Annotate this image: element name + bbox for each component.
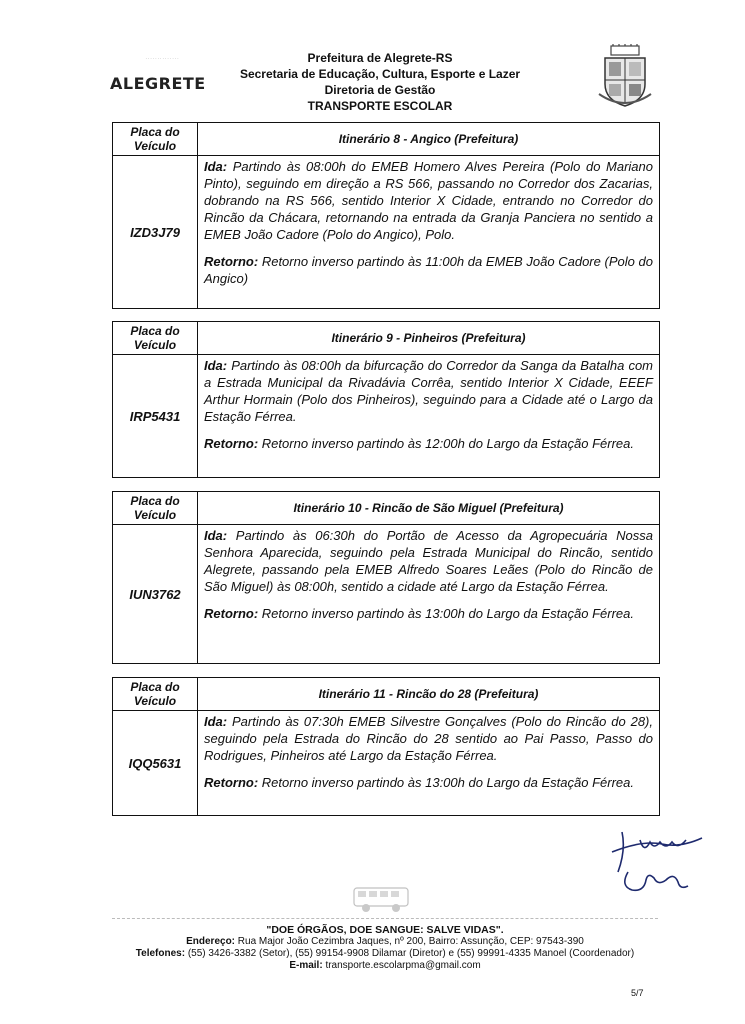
retorno-paragraph: Retorno: Retorno inverso partindo às 12:00h do Largo da Estação Férrea.	[204, 436, 634, 451]
header-line-transporte: TRANSPORTE ESCOLAR	[307, 99, 453, 113]
itinerary-table-11	[112, 677, 660, 816]
ida-paragraph: Ida: Partindo às 06:30h do Portão de Acesso da Agropecuária Nossa Senhora Aparecida, seguindo pela Estrada Municipal do Rincão, sentido Alegrete, passando pela EMEB Alfredo Soares Leães (Polo do Rincão de São Miguel) às 08:00h, sentido a cidade até Largo da Estação Férrea.	[204, 528, 653, 594]
logo-brand-text: ALEGRETE	[110, 74, 206, 93]
vehicle-plate: IUN3762	[113, 525, 198, 663]
plate-column-header: Placa do Veículo	[113, 123, 198, 155]
ida-paragraph: Ida: Partindo às 08:00h da bifurcação do Corredor da Sanga da Batalha com a Estrada Municipal da Rivadávia Corrêa, sentido Interior X Cidade, EEEF Arthur Hormain (Polo dos Pinheiros), seguindo para a Cidade até o Largo da Estação Férrea.	[204, 358, 653, 424]
plate-column-header: Placa do Veículo	[113, 322, 198, 354]
itinerary-table-8	[112, 122, 660, 309]
retorno-paragraph: Retorno: Retorno inverso partindo às 13:00h do Largo da Estação Férrea.	[204, 606, 634, 621]
header-title-block	[210, 50, 550, 114]
footer-email: E-mail: transporte.escolarpma@gmail.com	[289, 960, 481, 971]
footer-address: Endereço: Rua Major João Cezimbra Jaques, nº 200, Bairro: Assunção, CEP: 97543-390	[186, 936, 584, 947]
alegrete-logo	[110, 56, 220, 100]
itinerary-title: Itinerário 8 - Angico (Prefeitura)	[338, 132, 519, 146]
itinerary-title: Itinerário 9 - Pinheiros (Prefeitura)	[331, 331, 526, 345]
vehicle-plate: IZD3J79	[113, 156, 198, 308]
itinerary-description	[198, 525, 659, 663]
itinerary-table-10	[112, 491, 660, 664]
itinerary-table-9	[112, 321, 660, 478]
ida-paragraph: Ida: Partindo às 07:30h EMEB Silvestre Gonçalves (Polo do Rincão do 28), seguindo pela Estrada do Rincão do 28 sentido ao Pai Passo, Passo do Rodrigues, Pinheiros até Largo da Estação Férrea.	[204, 714, 653, 763]
itinerary-description	[198, 156, 659, 308]
school-bus-icon	[352, 884, 410, 914]
coat-of-arms-icon	[597, 44, 653, 110]
vehicle-plate: IQQ5631	[113, 711, 198, 815]
logo-arc-text: · · · · · · · · · · · · · ·	[145, 56, 179, 61]
page-footer	[90, 924, 680, 972]
itinerary-title: Itinerário 11 - Rincão do 28 (Prefeitura)	[318, 687, 539, 701]
itinerary-description	[198, 711, 659, 815]
footer-phones: Telefones: (55) 3426-3382 (Setor), (55) 99154-9908 Dilamar (Diretor) e (55) 99991-4335 Manoel (Coordenador)	[135, 948, 635, 959]
retorno-paragraph: Retorno: Retorno inverso partindo às 11:00h da EMEB João Cadore (Polo do Angico)	[204, 254, 653, 286]
footer-divider	[112, 918, 658, 919]
plate-column-header: Placa do Veículo	[113, 492, 198, 524]
handwritten-signature	[592, 820, 712, 900]
footer-slogan: "DOE ÓRGÃOS, DOE SANGUE: SALVE VIDAS".	[266, 924, 504, 936]
plate-column-header: Placa do Veículo	[113, 678, 198, 710]
header-line-diretoria: Diretoria de Gestão	[324, 83, 436, 97]
retorno-paragraph: Retorno: Retorno inverso partindo às 13:00h do Largo da Estação Férrea.	[204, 775, 634, 790]
page-number: 5/7	[631, 988, 644, 998]
page-header	[0, 0, 745, 122]
ida-paragraph: Ida: Partindo às 08:00h do EMEB Homero Alves Pereira (Polo do Mariano Pinto), seguindo em direção a RS 566, passando no Corredor dos Zacarias, dobrando na RS 566, sentido Interior X Cidade, entrando no Corredor do Rincão da Chácara, retornando na entrada da Granja Panciera no sentido a EMEB João Cadore (Polo do Angico), Polo.	[204, 159, 653, 242]
header-line-prefeitura: Prefeitura de Alegrete-RS	[307, 51, 453, 65]
vehicle-plate: IRP5431	[113, 355, 198, 477]
itinerary-title: Itinerário 10 - Rincão de São Miguel (Prefeitura)	[293, 501, 564, 515]
header-line-secretaria: Secretaria de Educação, Cultura, Esporte e Lazer	[239, 67, 521, 81]
itinerary-description	[198, 355, 659, 477]
